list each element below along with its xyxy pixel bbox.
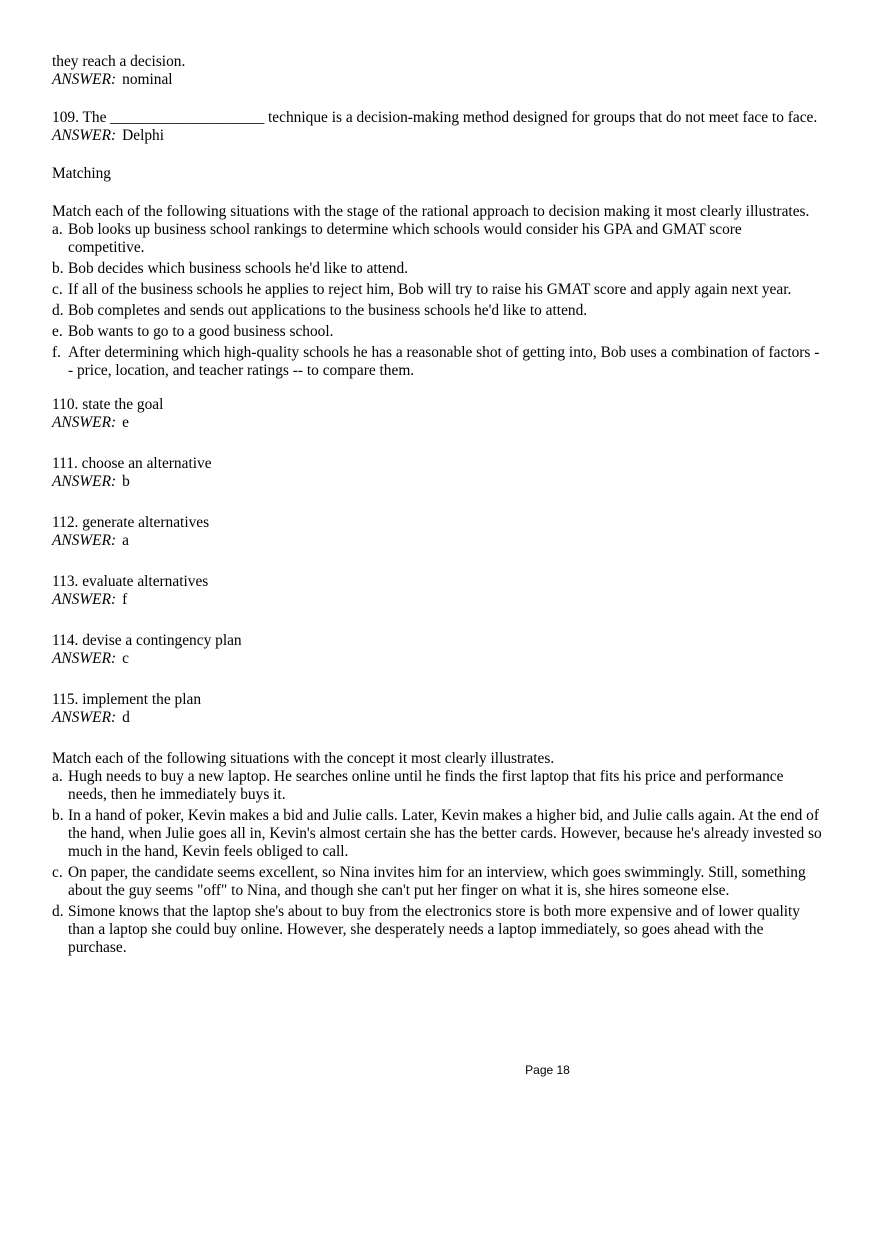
option-text: Bob decides which business schools he'd like to attend. bbox=[68, 260, 409, 277]
answer-value: nominal bbox=[122, 71, 173, 88]
answer-label: ANSWER: bbox=[52, 532, 117, 549]
option-key: c. bbox=[52, 864, 63, 881]
option-text: Simone knows that the laptop she's about to buy from the electronics store is both more expensive and of lower quality than a laptop she could buy online. However, she desperately needs a laptop immediately, so goes ahead with the purchase. bbox=[68, 903, 800, 956]
option-text: On paper, the candidate seems excellent, so Nina invites him for an interview, which goes swimmingly. Still, something about the guy seems "off" to Nina, and though she can't put her finger on what it is, she hires someone else. bbox=[68, 864, 806, 899]
answer-line bbox=[52, 414, 822, 432]
answer-line bbox=[52, 473, 822, 491]
option-text: Bob completes and sends out applications to the business schools he'd like to attend. bbox=[68, 302, 588, 319]
option-key: c. bbox=[52, 281, 63, 298]
question-text: 113. evaluate alternatives bbox=[52, 573, 209, 590]
list-item bbox=[52, 281, 822, 299]
section-title: Matching bbox=[52, 165, 111, 182]
answer-value: e bbox=[122, 414, 129, 431]
option-text: After determining which high-quality schools he has a reasonable shot of getting into, Bob uses a combination of factors -- price, location, and teacher ratings -- to compare them. bbox=[68, 344, 820, 379]
option-text: Bob looks up business school rankings to determine which schools would consider his GPA and GMAT score competitive. bbox=[68, 221, 742, 256]
list-item bbox=[52, 903, 822, 957]
question-text: 112. generate alternatives bbox=[52, 514, 210, 531]
option-key: d. bbox=[52, 903, 64, 920]
option-key: d. bbox=[52, 302, 64, 319]
question-109: 109. The ____________________ technique is a decision-making method designed for groups that do not meet face to face. bbox=[52, 109, 818, 126]
list-item bbox=[52, 260, 822, 278]
question-110 bbox=[52, 396, 822, 432]
option-text: Hugh needs to buy a new laptop. He searches online until he finds the first laptop that fits his price and performance needs, then he immediately buys it. bbox=[68, 768, 784, 803]
matching-options-1 bbox=[52, 221, 822, 380]
answer-label: ANSWER: bbox=[52, 127, 117, 144]
option-key: a. bbox=[52, 221, 63, 238]
option-text: In a hand of poker, Kevin makes a bid and Julie calls. Later, Kevin makes a higher bid, and Julie calls again. At the end of the hand, when Julie goes all in, Kevin's almost certain she has the better cards. However, because he's already invested so much in the hand, Kevin feels obliged to call. bbox=[68, 807, 822, 860]
list-item bbox=[52, 302, 822, 320]
page-number: Page 18 bbox=[525, 1063, 570, 1077]
page-content bbox=[52, 53, 822, 960]
question-text: 111. choose an alternative bbox=[52, 455, 212, 472]
matching-intro-1: Match each of the following situations with the stage of the rational approach to decision making it most clearly illustrates. bbox=[52, 203, 810, 220]
option-key: f. bbox=[52, 344, 61, 361]
matching-intro-2: Match each of the following situations with the concept it most clearly illustrates. bbox=[52, 750, 555, 767]
option-key: a. bbox=[52, 768, 63, 785]
list-item bbox=[52, 323, 822, 341]
question-text: 114. devise a contingency plan bbox=[52, 632, 242, 649]
answer-label: ANSWER: bbox=[52, 473, 117, 490]
answer-value: a bbox=[122, 532, 129, 549]
question-text: 110. state the goal bbox=[52, 396, 164, 413]
answer-line bbox=[52, 532, 822, 550]
question-114 bbox=[52, 632, 822, 668]
answer-value: Delphi bbox=[122, 127, 165, 144]
option-key: b. bbox=[52, 807, 64, 824]
matching-options-2 bbox=[52, 768, 822, 957]
continued-fragment: they reach a decision. bbox=[52, 53, 186, 70]
question-111 bbox=[52, 455, 822, 491]
question-112 bbox=[52, 514, 822, 550]
answer-value: d bbox=[122, 709, 130, 726]
list-item bbox=[52, 768, 822, 804]
question-text: 115. implement the plan bbox=[52, 691, 202, 708]
answer-line bbox=[52, 650, 822, 668]
answer-label: ANSWER: bbox=[52, 709, 117, 726]
question-113 bbox=[52, 573, 822, 609]
answer-line bbox=[52, 591, 822, 609]
answer-value: b bbox=[122, 473, 130, 490]
list-item bbox=[52, 864, 822, 900]
answer-line bbox=[52, 709, 822, 727]
answer-value: f bbox=[122, 591, 128, 608]
answer-label: ANSWER: bbox=[52, 591, 117, 608]
list-item bbox=[52, 344, 822, 380]
option-key: b. bbox=[52, 260, 64, 277]
answer-value: c bbox=[122, 650, 129, 667]
list-item bbox=[52, 807, 822, 861]
answer-label: ANSWER: bbox=[52, 71, 117, 88]
answer-label: ANSWER: bbox=[52, 650, 117, 667]
option-text: If all of the business schools he applies to reject him, Bob will try to raise his GMAT score and apply again next year. bbox=[68, 281, 792, 298]
answer-line bbox=[52, 127, 822, 145]
answer-line bbox=[52, 71, 822, 89]
option-key: e. bbox=[52, 323, 63, 340]
question-115 bbox=[52, 691, 822, 727]
option-text: Bob wants to go to a good business school. bbox=[68, 323, 334, 340]
list-item bbox=[52, 221, 822, 257]
answer-label: ANSWER: bbox=[52, 414, 117, 431]
